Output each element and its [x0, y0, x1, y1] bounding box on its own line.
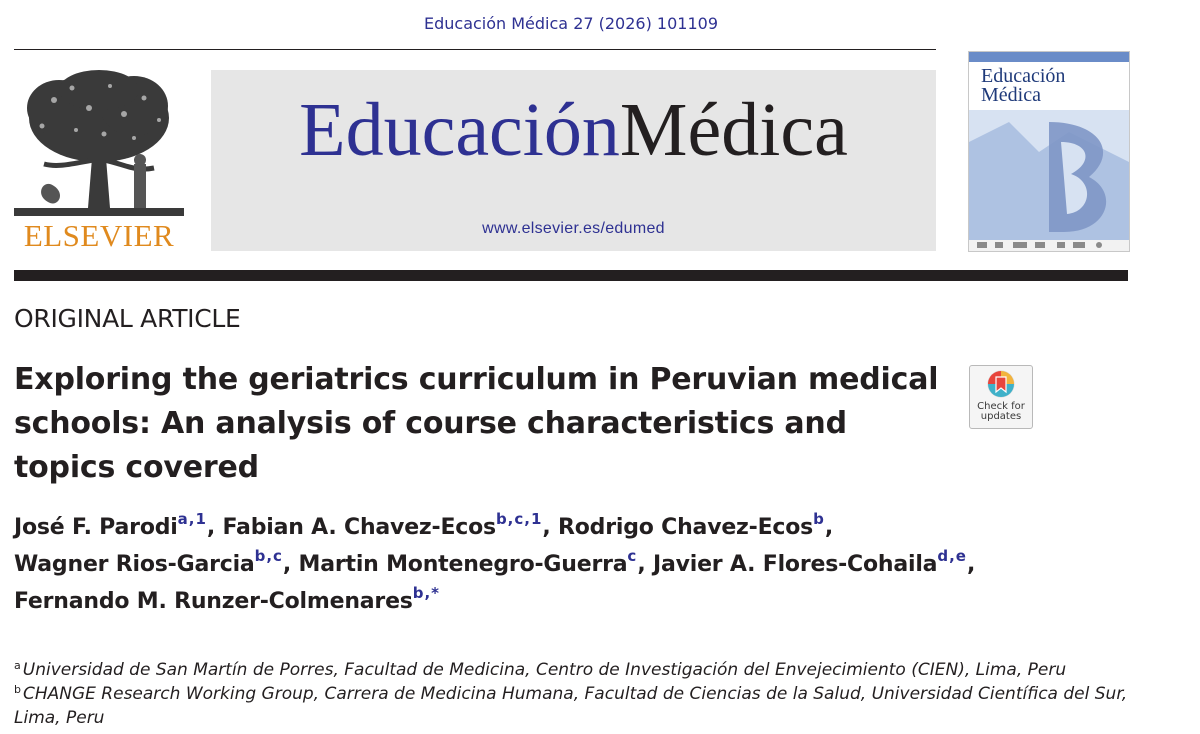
- journal-cover-thumbnail[interactable]: [968, 51, 1130, 252]
- crossmark-label: [970, 402, 1032, 422]
- author-affiliation-marks[interactable]: c: [627, 547, 638, 565]
- cover-title: [981, 67, 1065, 105]
- crossmark-label-line1: Check for: [977, 401, 1025, 412]
- crossmark-label-line2: updates: [980, 411, 1022, 422]
- author-separator: ,: [282, 552, 299, 577]
- author-affiliation-marks[interactable]: d,e: [937, 547, 967, 565]
- author-separator: ,: [966, 552, 976, 577]
- affiliation-item: [14, 682, 1164, 730]
- cover-title-line1: Educación: [981, 65, 1066, 87]
- cover-title-line2: Médica: [981, 84, 1041, 106]
- author-separator: ,: [637, 552, 653, 577]
- author: [14, 584, 440, 614]
- author: [298, 547, 653, 577]
- author-affiliation-marks[interactable]: b,*: [412, 584, 440, 602]
- article-type: ORIGINAL ARTICLE: [14, 304, 241, 333]
- author-name[interactable]: José F. Parodi: [14, 515, 178, 540]
- header-divider: [14, 49, 936, 50]
- publisher-name: ELSEVIER: [23, 218, 175, 253]
- author-list: [14, 509, 1134, 620]
- check-for-updates-button[interactable]: [969, 365, 1033, 429]
- author-name[interactable]: Fernando M. Runzer-Colmenares: [14, 589, 413, 614]
- cover-header-strip: [969, 52, 1129, 62]
- journal-banner[interactable]: [211, 70, 936, 251]
- affiliation-mark: b: [14, 683, 21, 696]
- affiliation-text: Universidad de San Martín de Porres, Facultad de Medicina, Centro de Investigación del Envejecimiento (CIEN), Lima, Peru: [22, 660, 1067, 680]
- author-name[interactable]: Wagner Rios-Garcia: [14, 552, 255, 577]
- author-separator: ,: [542, 515, 559, 540]
- affiliation-text: CHANGE Research Working Group, Carrera de Medicina Humana, Facultad de Ciencias de la Salud, Universidad Científica del Sur, Lima, Peru: [14, 684, 1128, 728]
- author-affiliation-marks[interactable]: a,1: [177, 510, 207, 528]
- journal-title-part2: Médica: [619, 88, 848, 172]
- crossmark-icon: [987, 370, 1015, 400]
- journal-reference[interactable]: Educación Médica 27 (2026) 101109: [423, 14, 718, 33]
- author-affiliation-marks[interactable]: b: [813, 510, 825, 528]
- affiliation-mark: a: [14, 659, 21, 672]
- author-name[interactable]: Fabian A. Chavez-Ecos: [222, 515, 496, 540]
- author-affiliation-marks[interactable]: b,c,1: [495, 510, 543, 528]
- journal-title-part1: Educación: [299, 88, 620, 172]
- affiliation-item: [14, 658, 1164, 682]
- author-separator: ,: [824, 515, 833, 540]
- author: [652, 547, 976, 577]
- article-title: Exploring the geriatrics curriculum in Peruvian medical schools: An analysis of course characteristics and topics covered: [14, 362, 939, 485]
- author-affiliation-marks[interactable]: b,c: [254, 547, 283, 565]
- journal-url-link[interactable]: www.elsevier.es/edumed: [482, 220, 665, 237]
- journal-title: [211, 90, 936, 170]
- author-name[interactable]: Martin Montenegro-Guerra: [298, 552, 628, 577]
- author: [14, 547, 299, 577]
- publisher-logo[interactable]: [14, 68, 184, 254]
- author: [222, 510, 559, 540]
- masthead-bar: [14, 270, 1128, 281]
- affiliation-list: [14, 658, 1164, 730]
- author-separator: ,: [206, 515, 223, 540]
- author: [558, 510, 833, 540]
- author: [14, 510, 223, 540]
- elsevier-tree-icon: [14, 68, 184, 218]
- author-name[interactable]: Javier A. Flores-Cohaila: [652, 552, 938, 577]
- author-name[interactable]: Rodrigo Chavez-Ecos: [558, 515, 814, 540]
